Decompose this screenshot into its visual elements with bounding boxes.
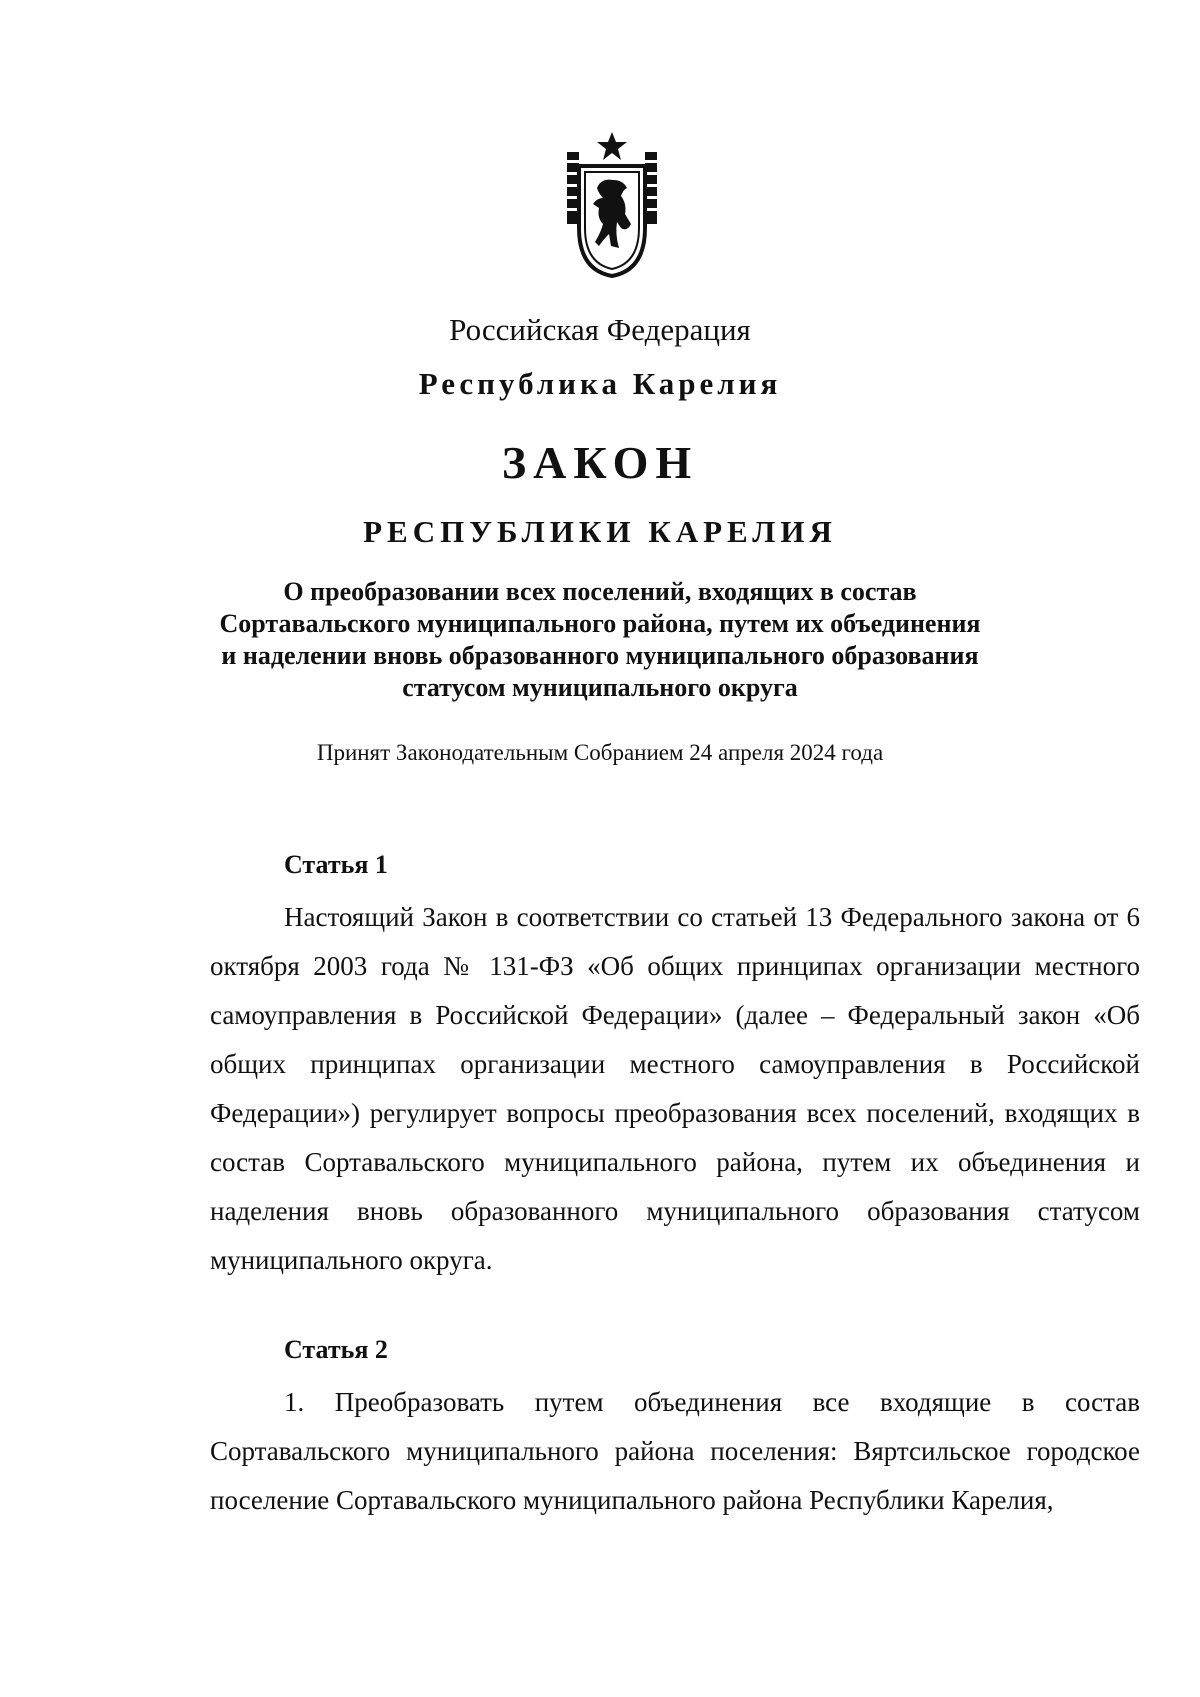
title-line: Сортавальского муниципального района, путем их объединения (219, 609, 981, 638)
title-line: статусом муниципального округа (402, 673, 798, 702)
document-title (200, 576, 1000, 704)
title-line: и наделении вновь образованного муниципального образования (221, 641, 979, 670)
article-1-heading: Статья 1 (284, 850, 388, 879)
document-type: ЗАКОН (501, 437, 699, 488)
title-line: О преобразовании всех поселений, входящих в состав (283, 577, 917, 606)
article-2-heading: Статья 2 (284, 1335, 388, 1364)
article-2-text: 1. Преобразовать путем объединения все входящие в состав Сортавальского муниципального района поселения: Вяртсильское городское поселение Сортавальского муниципального района Республики Карелия, (210, 1387, 1140, 1515)
republic-name: Республика Карелия (418, 366, 782, 401)
coat-of-arms-icon (557, 130, 667, 280)
issuer-name: РЕСПУБЛИКИ КАРЕЛИЯ (363, 514, 837, 549)
adoption-date: Принят Законодательным Собранием 24 апреля 2024 года (316, 740, 884, 765)
country-name: Российская Федерация (449, 312, 751, 347)
article-1-text: Настоящий Закон в соответствии со статьей 13 Федерального закона от 6 октября 2003 года № 131-ФЗ «Об общих принципах организации местного самоуправления в Российской Федерации» (далее – Федеральный закон «Об общих принципах организации местного самоуправления в Российской Федерации») регулирует вопросы преобразования всех поселений, входящих в состав Сортавальского муниципального района, путем их объединения и наделения вновь образованного муниципального образования статусом муниципального округа. (210, 902, 1140, 1275)
